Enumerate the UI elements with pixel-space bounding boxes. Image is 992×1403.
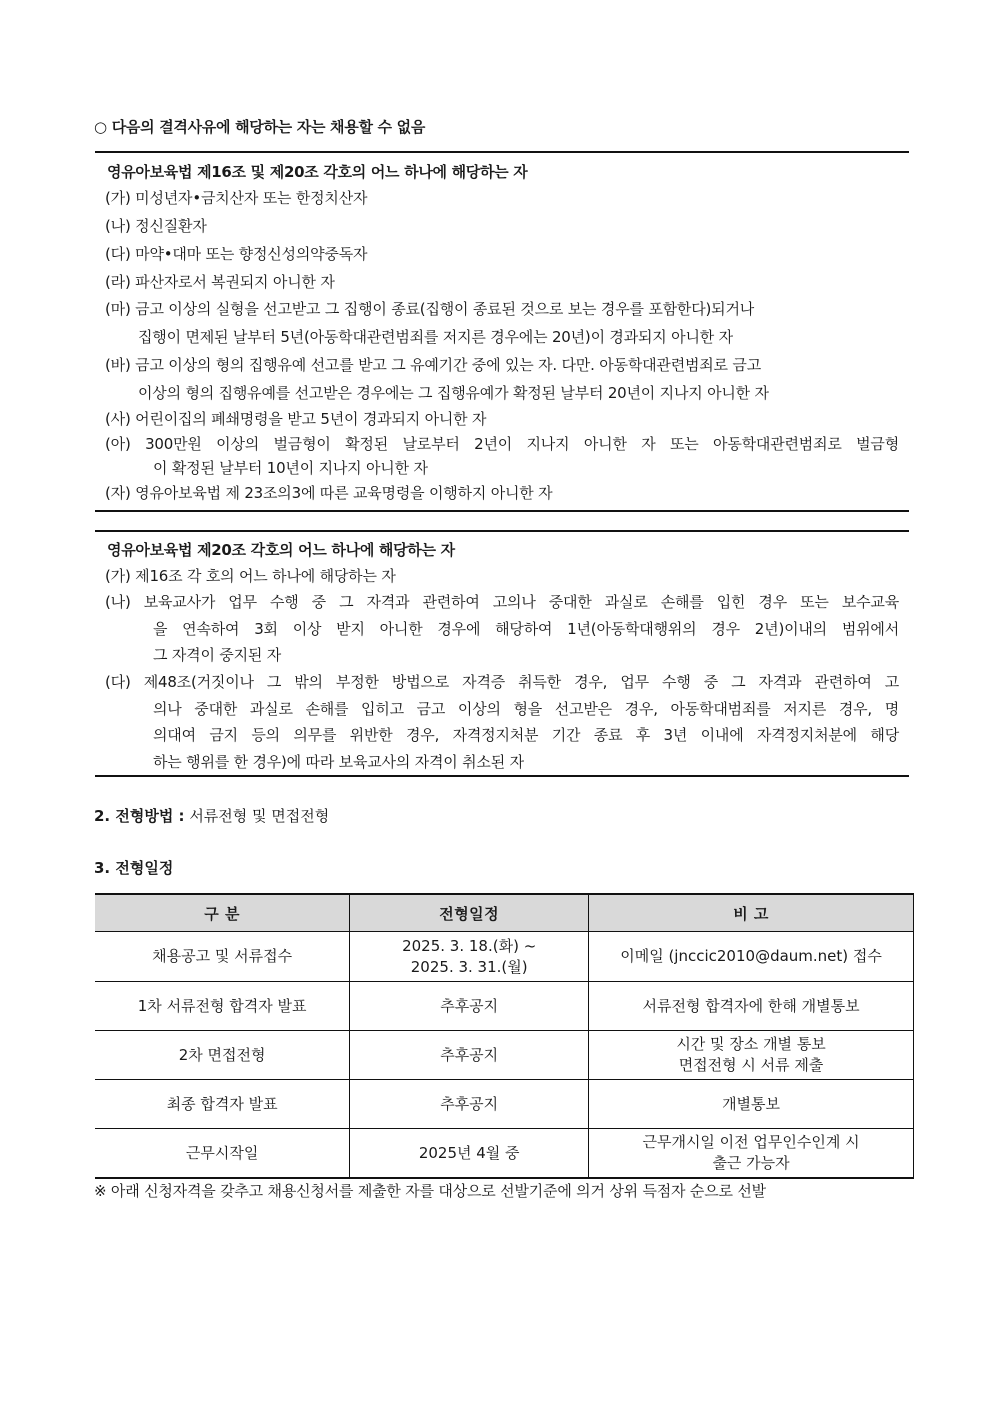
row-remarks-line: 근무개시일 이전 업무인수인계 시 [642, 1133, 860, 1151]
box1-item: (마) 금고 이상의 실형을 선고받고 그 집행이 종료(집행이 종료된 것으로 보는 경우를 포함한다)되거나 [105, 300, 755, 318]
selection-schedule-heading [94, 857, 173, 878]
table-row [95, 1129, 914, 1179]
row-category: 1차 서류전형 합격자 발표 [95, 982, 350, 1031]
box2-item-continued: 그 자격이 중지된 자 [153, 646, 282, 664]
row-schedule-line: 2025년 4월 중 [418, 1143, 520, 1162]
box1-item: (가) 미성년자•금치산자 또는 한정치산자 [105, 189, 368, 207]
header-category: 구 분 [95, 894, 350, 932]
box1-item: (나) 정신질환자 [105, 217, 207, 235]
row-schedule [350, 1129, 589, 1179]
row-remarks-line: 개별통보 [722, 1094, 781, 1113]
article20-box [95, 530, 909, 777]
row-category: 근무시작일 [95, 1129, 350, 1179]
disqualification-heading: ○ 다음의 결격사유에 해당하는 자는 채용할 수 없음 [94, 118, 426, 136]
row-schedule [350, 932, 589, 982]
schedule-table [95, 893, 914, 1179]
row-schedule-line: 추후공지 [440, 996, 499, 1015]
row-remarks-line: 출근 가능자 [712, 1154, 790, 1172]
table-row [95, 1080, 914, 1129]
box1-item: (다) 마약•대마 또는 향정신성의약중독자 [105, 245, 368, 263]
box2-title: 영유아보육법 제20조 각호의 어느 하나에 해당하는 자 [107, 541, 455, 559]
selection-method [94, 805, 329, 826]
row-remarks-line: 이메일 (jnccic2010@daum.net) 접수 [620, 947, 882, 965]
row-category: 최종 합격자 발표 [95, 1080, 350, 1129]
row-schedule-line: 2025. 3. 18.(화) ~ [402, 936, 537, 955]
box2-item: (다) 제48조(거짓이나 그 밖의 부정한 방법으로 자격증 취득한 경우, 업무 수행 중 그 자격과 관련하여 고 [105, 673, 899, 691]
selection-method-label: 2. 전형방법 : [94, 807, 185, 825]
box2-item-continued: 하는 행위를 한 경우)에 따라 보육교사의 자격이 취소된 자 [153, 753, 524, 771]
row-schedule [350, 1080, 589, 1129]
box2-item: (가) 제16조 각 호의 어느 하나에 해당하는 자 [105, 567, 396, 585]
row-remarks-line: 면접전형 시 서류 제출 [678, 1056, 824, 1074]
row-remarks-line: 서류전형 합격자에 한해 개별통보 [642, 996, 860, 1015]
box2-item-continued: 의나 중대한 과실로 손해를 입히고 금고 이상의 형을 선고받은 경우, 아동학대범죄를 저지른 경우, 명 [153, 700, 899, 718]
box2-item-continued: 의대여 금지 등의 의무를 위반한 경우, 자격정지처분 기간 종료 후 3년 이내에 자격정지처분에 해당 [153, 726, 899, 744]
row-schedule-line: 2025. 3. 31.(월) [410, 957, 528, 976]
header-schedule: 전형일정 [350, 894, 589, 932]
row-category: 채용공고 및 서류접수 [95, 932, 350, 982]
box1-item-continued: 집행이 면제된 날부터 5년(아동학대관련범죄를 저지른 경우에는 20년)이 경과되지 아니한 자 [138, 328, 733, 346]
table-header-row [95, 894, 914, 932]
row-remarks [589, 982, 914, 1031]
box1-item: (바) 금고 이상의 형의 집행유예 선고를 받고 그 유예기간 중에 있는 자. 다만. 아동학대관련범죄로 금고 [105, 356, 761, 374]
box1-item-continued: 이 확정된 날부터 10년이 지나지 아니한 자 [153, 459, 428, 477]
selection-schedule-label: 3. 전형일정 [94, 859, 174, 877]
header-remarks: 비 고 [589, 894, 914, 932]
row-schedule [350, 1031, 589, 1080]
row-remarks [589, 1031, 914, 1080]
article16-20-box [95, 151, 909, 512]
row-schedule-line: 추후공지 [440, 1045, 499, 1064]
selection-method-value: 서류전형 및 면접전형 [184, 807, 330, 825]
box1-item-continued: 이상의 형의 집행유예를 선고받은 경우에는 그 집행유예가 확정된 날부터 20년이 지나지 아니한 자 [138, 384, 769, 402]
row-remarks [589, 1080, 914, 1129]
table-row [95, 932, 914, 982]
selection-note: ※ 아래 신청자격을 갖추고 채용신청서를 제출한 자를 대상으로 선발기준에 의거 상위 득점자 순으로 선발 [94, 1182, 766, 1200]
box2-item: (나) 보육교사가 업무 수행 중 그 자격과 관련하여 고의나 중대한 과실로 손해를 입힌 경우 또는 보수교육 [105, 593, 899, 611]
row-category: 2차 면접전형 [95, 1031, 350, 1080]
row-schedule [350, 982, 589, 1031]
box1-item: (라) 파산자로서 복권되지 아니한 자 [105, 273, 335, 291]
box1-item: (자) 영유아보육법 제 23조의3에 따른 교육명령을 이행하지 아니한 자 [105, 484, 553, 502]
row-schedule-line: 추후공지 [440, 1094, 499, 1113]
box2-item-continued: 을 연속하여 3회 이상 받지 아니한 경우에 해당하여 1년(아동학대행위의 경우 2년)이내의 범위에서 [153, 620, 899, 638]
row-remarks-line: 시간 및 장소 개별 통보 [676, 1035, 826, 1053]
table-row [95, 982, 914, 1031]
box1-item: (아) 300만원 이상의 벌금형이 확정된 날로부터 2년이 지나지 아니한 자 또는 아동학대관련범죄로 벌금형 [105, 435, 899, 453]
box1-title: 영유아보육법 제16조 및 제20조 각호의 어느 하나에 해당하는 자 [107, 163, 528, 181]
box1-item: (사) 어린이집의 폐쇄명령을 받고 5년이 경과되지 아니한 자 [105, 410, 487, 428]
row-remarks [589, 1129, 914, 1179]
row-remarks [589, 932, 914, 982]
table-row [95, 1031, 914, 1080]
